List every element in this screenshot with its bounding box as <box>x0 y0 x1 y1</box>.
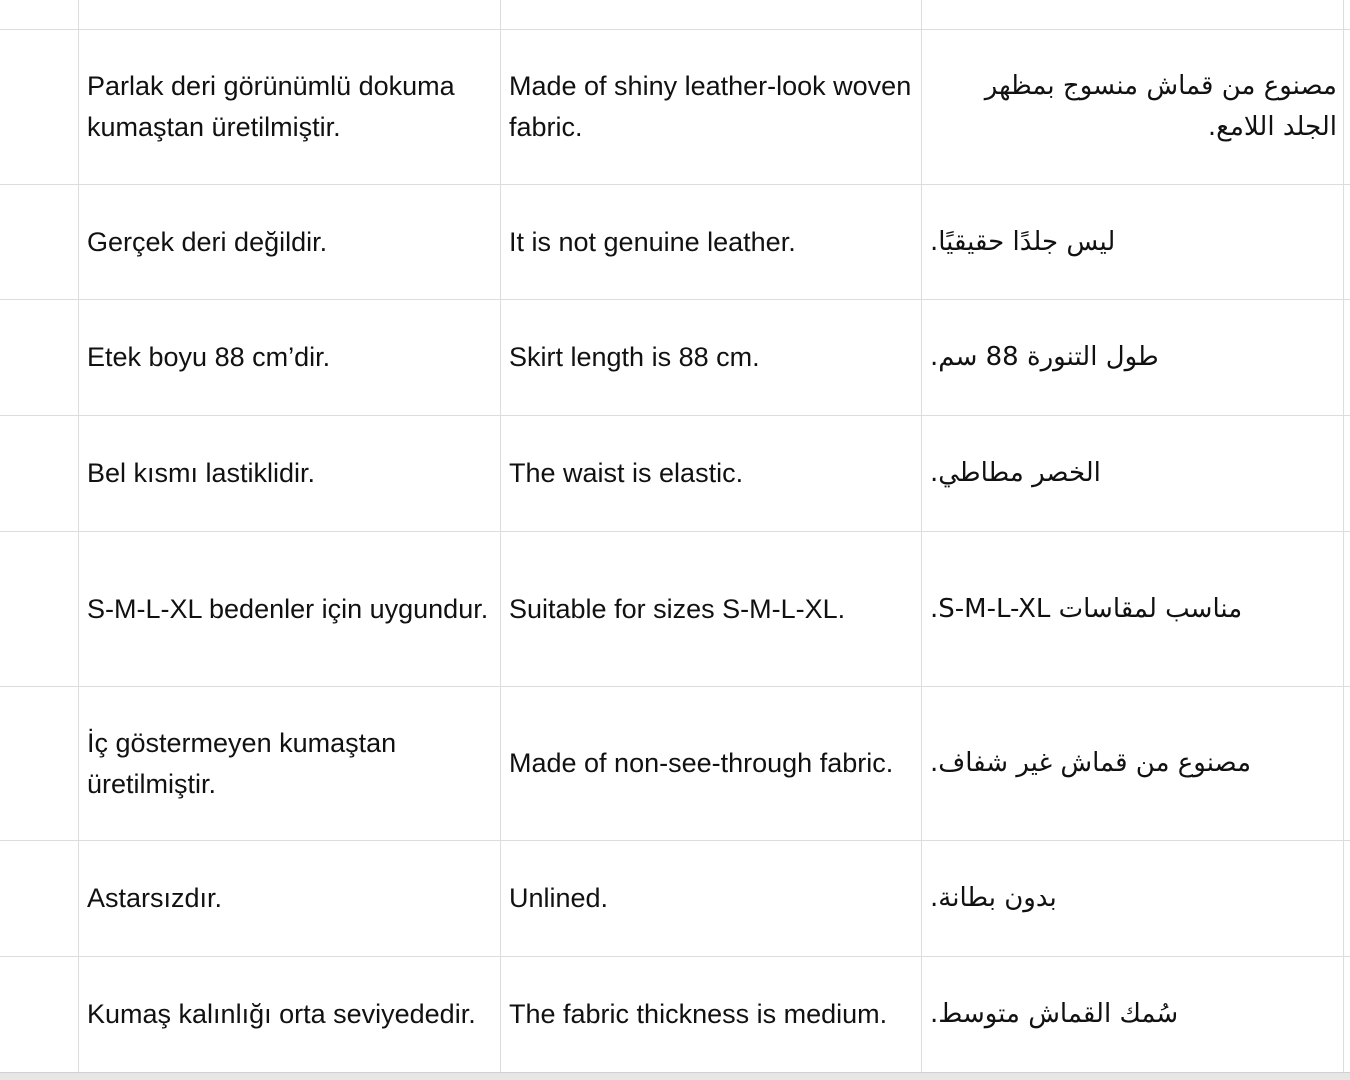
cell-english[interactable] <box>500 185 921 299</box>
cell-arabic[interactable] <box>921 416 1343 531</box>
cell-english[interactable] <box>500 957 921 1072</box>
cell-english[interactable] <box>500 300 921 415</box>
cell-arabic[interactable] <box>921 841 1343 956</box>
cell-arabic[interactable] <box>921 957 1343 1072</box>
cell-text-arabic: مناسب لمقاسات S-M-L-XL. <box>930 593 1243 624</box>
table-row <box>0 30 1350 184</box>
cell-turkish[interactable] <box>78 957 500 1072</box>
table-row <box>0 841 1350 956</box>
cell-text-english: Unlined. <box>509 883 609 913</box>
cell-text-english: The fabric thickness is medium. <box>509 999 888 1029</box>
cell-text-arabic: الخصر مطاطي. <box>930 458 1101 488</box>
cell-arabic[interactable] <box>921 300 1343 415</box>
cell-text-turkish: S-M-L-XL bedenler için uygundur. <box>87 593 489 624</box>
cell-text-english: The waist is elastic. <box>509 458 744 488</box>
cell-text-arabic: مصنوع من قماش منسوج بمظهر الجلد اللامع. <box>984 71 1337 142</box>
cell-text-arabic: مصنوع من قماش غير شفاف. <box>930 748 1252 778</box>
cell-text-turkish: Bel kısmı lastiklidir. <box>87 458 316 488</box>
table-row <box>0 687 1350 840</box>
cell-text-english: Suitable for sizes S-M-L-XL. <box>509 593 846 624</box>
cell-english[interactable] <box>500 841 921 956</box>
cell-text-turkish: Parlak deri görünümlü dokuma kumaştan üretilmiştir. <box>87 71 455 142</box>
cell-english[interactable] <box>500 532 921 686</box>
cell-turkish[interactable] <box>78 300 500 415</box>
cell-turkish[interactable] <box>78 30 500 184</box>
cell-english[interactable] <box>500 687 921 840</box>
cell-english[interactable] <box>500 30 921 184</box>
cell-turkish[interactable] <box>78 841 500 956</box>
cell-text-turkish: Kumaş kalınlığı orta seviyededir. <box>87 999 476 1029</box>
table-row <box>0 300 1350 415</box>
cell-turkish[interactable] <box>78 687 500 840</box>
cell-text-english: It is not genuine leather. <box>509 226 796 257</box>
table-row <box>0 416 1350 531</box>
cell-turkish[interactable] <box>78 416 500 531</box>
cell-text-turkish: Astarsızdır. <box>87 883 223 913</box>
table-row <box>0 185 1350 299</box>
cell-text-turkish: İç göstermeyen kumaştan üretilmiştir. <box>87 727 397 799</box>
cell-arabic[interactable] <box>921 532 1343 686</box>
cell-text-turkish: Etek boyu 88 cm’dir. <box>87 342 331 372</box>
cell-english[interactable] <box>500 416 921 531</box>
cell-turkish[interactable] <box>78 532 500 686</box>
cell-text-arabic: بدون بطانة. <box>930 883 1057 913</box>
cell-text-arabic: ليس جلدًا حقيقيًا. <box>930 226 1116 257</box>
cell-arabic[interactable] <box>921 185 1343 299</box>
cell-arabic[interactable] <box>921 687 1343 840</box>
table-row <box>0 957 1350 1072</box>
table-row <box>0 532 1350 686</box>
cell-arabic[interactable] <box>921 30 1343 184</box>
cell-text-english: Made of non-see-through fabric. <box>509 748 894 778</box>
cell-text-arabic: سُمك القماش متوسط. <box>930 999 1179 1029</box>
horizontal-scrollbar[interactable] <box>0 1072 1350 1080</box>
cell-text-turkish: Gerçek deri değildir. <box>87 226 328 257</box>
cell-text-english: Skirt length is 88 cm. <box>509 342 760 372</box>
cell-text-english: Made of shiny leather-look woven fabric. <box>509 71 912 142</box>
cell-text-arabic: طول التنورة 88 سم. <box>930 342 1159 372</box>
cell-turkish[interactable] <box>78 185 500 299</box>
